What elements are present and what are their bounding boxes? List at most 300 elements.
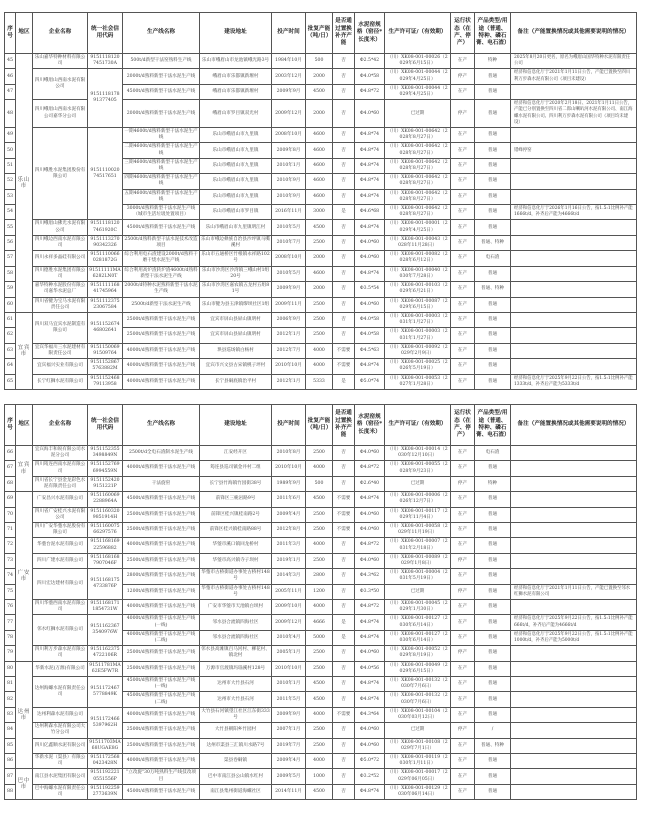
production-line-cell: 4500t/d熟料新型干法水泥生产线(一线) xyxy=(123,677,200,692)
start-date-cell: 2019年7月 xyxy=(272,738,306,753)
kiln-spec-cell: Φ4.0*60 xyxy=(355,251,385,266)
status-cell: 停产 xyxy=(451,723,475,738)
capacity-cell: 2500 xyxy=(306,646,333,661)
product-type-cell: 普通 xyxy=(475,205,511,220)
address-cell: 达州市渠县三汇镇川水路7号 xyxy=(200,738,272,753)
seq-cell: 62 xyxy=(5,328,16,343)
seq-cell: 53 xyxy=(5,189,16,204)
status-cell: 在产 xyxy=(451,158,475,173)
replacement-cell: 否 xyxy=(333,189,355,204)
license-cell: （川）XK08-001-00642（2028年8月27日） xyxy=(385,143,451,158)
seq-cell: 86 xyxy=(5,754,16,769)
credit-code-cell: 915115267446802641 xyxy=(88,312,123,343)
start-date-cell: 2009年4月 xyxy=(272,754,306,769)
credit-code-cell: 91511623754722106R xyxy=(88,646,123,661)
address-cell: 万源市官渡镇玛瑙溪村128号 xyxy=(200,661,272,676)
license-cell: （川）XK08-001-00045（2029年1月30日） xyxy=(385,600,451,615)
address-cell: 南江县集州街道海螺社区 xyxy=(200,784,272,799)
license-cell: （川）XK08-001-00001（2029年4月25日） xyxy=(385,220,451,235)
product-type-cell: 普通 xyxy=(475,143,511,158)
status-cell: 在产 xyxy=(451,538,475,553)
production-line-cell: 4500t/d熟料新型干法水泥生产线 xyxy=(123,84,200,99)
kiln-spec-cell: Φ2.6*40 xyxy=(355,476,385,491)
status-cell: 在产 xyxy=(451,174,475,189)
kiln-spec-cell: Φ3.5*54 xyxy=(355,282,385,297)
header-cell: 批复产能（吨/日） xyxy=(306,404,333,445)
replacement-cell: 否 xyxy=(333,143,355,158)
seq-cell: 72 xyxy=(5,538,16,553)
remark-cell xyxy=(511,492,637,507)
address-cell: 峨眉山市罗目镇双光村 xyxy=(200,100,272,128)
kiln-spec-cell: Φ4.8*74 xyxy=(355,492,385,507)
kiln-spec-cell: Φ3.2*52 xyxy=(355,769,385,784)
start-date-cell: 2009年12月 xyxy=(272,615,306,630)
product-type-cell: 普通、特种 xyxy=(475,235,511,250)
production-line-cell: 三期4600t/d熟料新型干法水泥生产线 xyxy=(123,158,200,173)
license-cell: （川）XK08-001-00043（2028年11月28日） xyxy=(385,235,451,250)
capacity-cell: 1200 xyxy=(306,584,333,599)
start-date-cell: 2011年3月 xyxy=(272,538,306,553)
header-cell: 统一社会信用代码 xyxy=(88,404,123,445)
license-cell: （川）XK08-001-00108（2029年7月1日） xyxy=(385,738,451,753)
region-cell: 乐山市 xyxy=(16,54,33,313)
remark-cell: 经济和信息化厅于2021年1月11日公告，产能已置换至邻水红狮水泥有限公司 xyxy=(511,584,637,599)
product-type-cell: 普通 xyxy=(475,128,511,143)
capacity-cell: 4600 xyxy=(306,266,333,281)
kiln-spec-cell: Φ4.0*60 xyxy=(355,507,385,522)
start-date-cell: 2010年4月 xyxy=(272,630,306,645)
address-cell: 乐山市峨眉山市九里镇 xyxy=(200,174,272,189)
replacement-cell: 否 xyxy=(333,312,355,327)
address-cell: 乐山市峨边彝族自治县沙坪镇马嘶溪村 xyxy=(200,235,272,250)
remark-cell xyxy=(511,174,637,189)
license-cell: 已过期 xyxy=(385,584,451,599)
table-row xyxy=(5,492,637,507)
start-date-cell: 2010年5月 xyxy=(272,220,306,235)
replacement-cell: 不需要 xyxy=(333,359,355,374)
header-cell: 备注（产能置换情况或其他需要说明的情况） xyxy=(511,13,637,54)
status-cell: 在产 xyxy=(451,445,475,460)
replacement-cell: 否 xyxy=(333,174,355,189)
address-cell: 前锋区三桅岩路9号 xyxy=(200,492,272,507)
company-name-cell: 四川峨眉山西南水泥有限公司嘉华分公司 xyxy=(33,100,88,128)
license-cell: （川）XK08-001-00055（2028年9月23日） xyxy=(385,461,451,476)
status-cell: 停产 xyxy=(451,69,475,84)
production-line-cell: 2500t/d熟料新型干法水泥生产线 xyxy=(123,661,200,676)
header-cell: 投产时间 xyxy=(272,404,306,445)
remark-cell xyxy=(511,646,637,661)
status-cell: 停产 xyxy=(451,476,475,491)
product-type-cell: 普通 xyxy=(475,297,511,312)
production-line-cell: 2500t/d熟料新型干法水泥生产线 xyxy=(123,723,200,738)
table-row xyxy=(5,374,637,389)
remark-cell: 经济和信息化厅于2025年9月22日公告，按1.5:1比例补产能1333t/d，补齐后产能为5333t/d xyxy=(511,374,637,389)
replacement-cell: 是 xyxy=(333,205,355,220)
kiln-spec-cell: Φ4.3*62 xyxy=(355,569,385,584)
cement-capacity-table-page-1 xyxy=(4,12,637,390)
address-cell: 乐山市峨眉山市九里镇 xyxy=(200,128,272,143)
license-cell: （川）XK08-001-00007（2031年2月18日） xyxy=(385,538,451,553)
start-date-cell: 2010年10月 xyxy=(272,461,306,476)
product-type-cell: 普通 xyxy=(475,312,511,327)
product-type-cell: 普通 xyxy=(475,100,511,128)
seq-cell: 67 xyxy=(5,461,16,476)
company-name-cell: 四川峨胜水泥集团股份有限公司 xyxy=(33,128,88,220)
replacement-cell: 否 xyxy=(333,723,355,738)
remark-cell xyxy=(511,312,637,327)
product-type-cell: 普通 xyxy=(475,174,511,189)
address-cell: 前锋区桂兴镇桂南路88号 xyxy=(200,522,272,537)
credit-code-cell: 91511681754733876P xyxy=(88,569,123,600)
credit-code-cell: 91511603209851914H xyxy=(88,507,123,522)
status-cell: 在产 xyxy=(451,600,475,615)
address-cell: 江安经开区 xyxy=(200,445,272,460)
credit-code-cell: 915111817891377405 xyxy=(88,69,123,128)
remark-cell xyxy=(511,692,637,707)
seq-cell: 75 xyxy=(5,584,16,599)
remark-cell xyxy=(511,461,637,476)
capacity-cell: 2500 xyxy=(306,661,333,676)
start-date-cell: 2012年1月 xyxy=(272,374,306,389)
seq-cell: 76 xyxy=(5,600,16,615)
table-header-row xyxy=(5,13,637,54)
start-date-cell: 2010年7月 xyxy=(272,235,306,250)
seq-cell: 71 xyxy=(5,522,16,537)
license-cell: （川）XK08-001-00119（2030年1月11日） xyxy=(385,754,451,769)
credit-code-cell: 91511681711854731W xyxy=(88,600,123,615)
table-row xyxy=(5,220,637,235)
replacement-cell: 否 xyxy=(333,677,355,692)
capacity-cell: 4600 xyxy=(306,128,333,143)
company-name-cell: 巴中海螺水泥有限责任公司 xyxy=(33,784,88,799)
address-cell: 乐山市犍为县玉津镇缪坝社区1组 xyxy=(200,297,272,312)
production-line-cell: 4500t/d熟料新型干法水泥生产线(二线) xyxy=(123,692,200,707)
remark-cell xyxy=(511,235,637,250)
address-cell: 华蓥市溪口镇回龙桥村 xyxy=(200,538,272,553)
status-cell: 在产 xyxy=(451,569,475,584)
replacement-cell: 否 xyxy=(333,84,355,99)
capacity-cell: 4600 xyxy=(306,143,333,158)
credit-code-cell: 91511111MA6282LN0T xyxy=(88,266,123,281)
replacement-cell: 否 xyxy=(333,251,355,266)
region-cell: 巴中市 xyxy=(16,769,33,800)
remark-cell xyxy=(511,507,637,522)
company-name-cell: 达州利森水泥有限公司 xyxy=(33,707,88,722)
start-date-cell: 2010年8月 xyxy=(272,445,306,460)
address-cell: 乐山市峨眉山市九里镇 xyxy=(200,143,272,158)
production-line-cell: 2500t/d熟料新型干法水泥生产线 xyxy=(123,522,200,537)
address-cell: 筠连县巡司镇金井村二组 xyxy=(200,461,272,476)
company-name-cell: 四川筠连西南水泥有限公司 xyxy=(33,461,88,476)
table-row xyxy=(5,282,637,297)
status-cell: 在产 xyxy=(451,374,475,389)
table-row xyxy=(5,476,637,491)
company-name-cell: 南江县水泥集团有限公司 xyxy=(33,769,88,784)
capacity-cell: 2000 xyxy=(306,251,333,266)
header-cell: 是否通过置换补齐产能 xyxy=(333,13,355,54)
product-type-cell: 普通 xyxy=(475,266,511,281)
table-row xyxy=(5,343,637,358)
kiln-spec-cell: Φ4.0*60 xyxy=(355,723,385,738)
address-cell: 前锋区桂兴镇桂南路2号 xyxy=(200,507,272,522)
remark-cell xyxy=(511,359,637,374)
remark-cell xyxy=(511,282,637,297)
production-line-cell: 一期4600t/d熟料新型干法水泥生产线 xyxy=(123,128,200,143)
product-type-cell: 普通 xyxy=(475,584,511,599)
kiln-spec-cell: Φ4.8*74 xyxy=(355,630,385,645)
license-cell: （川）XK08-001-00129（2030年06月14日） xyxy=(385,784,451,799)
credit-code-cell: 91511528675763882M xyxy=(88,359,123,374)
capacity-cell: 4666 xyxy=(306,615,333,630)
seq-cell: 63 xyxy=(5,343,16,358)
start-date-cell: 2009年9月 xyxy=(272,84,306,99)
header-cell: 统一社会信用代码 xyxy=(88,13,123,54)
company-name-cell: 四川华蓥西南水泥有限公司 xyxy=(33,600,88,615)
capacity-cell: 4000 xyxy=(306,754,333,769)
kiln-spec-cell: Φ4.8*72 xyxy=(355,84,385,99)
product-type-cell: 普通 xyxy=(475,615,511,630)
company-name-cell: 四川利万步森水泥有限公司 xyxy=(33,646,88,661)
kiln-spec-cell: Φ4.0*58 xyxy=(355,328,385,343)
license-cell: （川）XK08-001-00003（2031年1月27日） xyxy=(385,328,451,343)
table-row xyxy=(5,461,637,476)
address-cell: 华蓥市古桥街道办事处古桥村148号 xyxy=(200,584,272,599)
table-row xyxy=(5,312,637,327)
remark-cell xyxy=(511,600,637,615)
remark-cell xyxy=(511,553,637,568)
cement-capacity-table-page-2 xyxy=(4,404,637,800)
company-name-cell: 达州利森水泥有限公司大竹分公司 xyxy=(33,723,88,738)
start-date-cell: 2010年10月 xyxy=(272,661,306,676)
address-cell: 长宁县硐底镇治平村 xyxy=(200,374,272,389)
remark-cell xyxy=(511,661,637,676)
replacement-cell: 否 xyxy=(333,461,355,476)
seq-cell: 52 xyxy=(5,174,16,189)
production-line-cell: 干法旋窑 xyxy=(123,476,200,491)
kiln-spec-cell: Φ4.0*58 xyxy=(355,312,385,327)
license-cell: （川）XK08-001-00003（2031年1月27日） xyxy=(385,312,451,327)
product-type-cell: 普通 xyxy=(475,646,511,661)
production-line-cell: 4000t/d熟料新型干法水泥生产线 xyxy=(123,707,200,722)
credit-code-cell: 915111002074517651 xyxy=(88,128,123,220)
license-cell: （川）XK08-001-00025（2026年5月19日） xyxy=(385,359,451,374)
production-line-cell: 4500t/d熟料新型干法水泥生产线 xyxy=(123,220,200,235)
kiln-spec-cell: Φ3.3*50 xyxy=(355,584,385,599)
production-line-cell: 2500t/d全电石渣制水泥生产线 xyxy=(123,445,200,460)
address-cell: 渠县卷硐镇 xyxy=(200,754,272,769)
replacement-cell: 否 xyxy=(333,784,355,799)
start-date-cell: 2009年5月 xyxy=(272,769,306,784)
kiln-spec-cell: Φ4.8*74 xyxy=(355,784,385,799)
status-cell: 在产 xyxy=(451,707,475,722)
start-date-cell: 2012年1月 xyxy=(272,328,306,343)
replacement-cell: 是 xyxy=(333,630,355,645)
product-type-cell: 普通 xyxy=(475,328,511,343)
production-line-cell: 2000t/d熟料新型干法水泥生产线 xyxy=(123,69,200,84)
production-line-cell: 2500t/d熟料新型干法水泥生产线 xyxy=(123,646,200,661)
status-cell: 在产 xyxy=(451,328,475,343)
product-type-cell: 电石渣 xyxy=(475,251,511,266)
header-cell: 建设地址 xyxy=(200,404,272,445)
production-line-cell: 2500t/d熟料新型干法水泥生产线 xyxy=(123,553,200,568)
seq-cell: 77 xyxy=(5,615,16,630)
license-cell: （川）XK08-001-00642（2028年8月27日） xyxy=(385,205,451,220)
start-date-cell: 2008年10月 xyxy=(272,128,306,143)
replacement-cell: 否 xyxy=(333,266,355,281)
production-line-cell: 4000t/d熟料新型干法水泥生产线 xyxy=(123,461,200,476)
replacement-cell: 否 xyxy=(333,569,355,584)
production-line-cell: 2500t/d熟料新型干法水泥生产线 xyxy=(123,507,200,522)
license-cell: （川）XK08-001-00127（2030年6月14日） xyxy=(385,630,451,645)
status-cell: 在产 xyxy=(451,205,475,220)
replacement-cell: 不需要 xyxy=(333,707,355,722)
remark-cell xyxy=(511,445,637,460)
license-cell: （川）XK08-001-00053（2027年1月28日） xyxy=(385,374,451,389)
table-row xyxy=(5,445,637,460)
company-name-cell: 四川宏达建材有限公司 xyxy=(33,569,88,600)
kiln-spec-cell: Φ4.8*72 xyxy=(355,538,385,553)
header-cell: 运行状态（在产、停产） xyxy=(451,13,475,54)
capacity-cell: 2500 xyxy=(306,312,333,327)
table-row xyxy=(5,707,637,722)
product-type-cell: 普通、特种 xyxy=(475,282,511,297)
capacity-cell: 2500 xyxy=(306,553,333,568)
company-name-cell: 邻水红狮水泥有限公司 xyxy=(33,615,88,646)
credit-code-cell: 91511724665397962H xyxy=(88,707,123,738)
kiln-spec-cell: Φ5.0*72 xyxy=(355,754,385,769)
kiln-spec-cell: Φ4.5*63 xyxy=(355,343,385,358)
license-cell: （川）XK08-001-00092（2029年2月9日） xyxy=(385,343,451,358)
replacement-cell: 否 xyxy=(333,220,355,235)
status-cell: 在产 xyxy=(451,343,475,358)
product-type-cell: 电石渣 xyxy=(475,445,511,460)
license-cell: （川）XK08-001-00087（2029年6月15日） xyxy=(385,297,451,312)
status-cell: 在产 xyxy=(451,189,475,204)
replacement-cell: 是 xyxy=(333,374,355,389)
remark-cell xyxy=(511,569,637,584)
credit-code-cell: 915111327090342326 xyxy=(88,235,123,250)
capacity-cell: 4600 xyxy=(306,158,333,173)
remark-cell xyxy=(511,297,637,312)
table-row xyxy=(5,600,637,615)
capacity-cell: 4500 xyxy=(306,220,333,235)
address-cell: 乐山市五通桥区竹根镇永祥路102号 xyxy=(200,251,272,266)
production-line-cell: 综合利用高炉渣转炉渣4600t/d熟料新型干法水泥生产线 xyxy=(123,266,200,281)
kiln-spec-cell: Φ2.5*42 xyxy=(355,54,385,69)
company-name-cell: 四川峨眉山佛光水泥有限公司 xyxy=(33,220,88,235)
replacement-cell: 否 xyxy=(333,738,355,753)
remark-cell: 经济和信息化厅于2021年1月11日公告，产能已置换至四川利万步森水泥有限公司（项目未建设） xyxy=(511,69,637,84)
production-line-cell: 2000t/d熟料新型干法水泥生产线 xyxy=(123,100,200,128)
table-row xyxy=(5,54,637,69)
capacity-cell: 4000 xyxy=(306,600,333,615)
address-cell: 邻水县合流镇四海社区 xyxy=(200,630,272,645)
start-date-cell: 2009年12月 xyxy=(272,100,306,128)
remark-cell: 经济和信息化厅于2025年9月22日公告，按1.5:1比例补产能666t/d，补齐后产能为4666t/d xyxy=(511,615,637,630)
header-cell: 序号 xyxy=(5,404,16,445)
status-cell: 在产 xyxy=(451,692,475,707)
seq-cell: 83 xyxy=(5,707,16,722)
remark-cell: 经济和信息化厅于2026年1月16日公告，按1.5:1比例补产能1666t/d，补齐后产能为4666t/d xyxy=(511,205,637,220)
status-cell: 停产 xyxy=(451,646,475,661)
license-cell: （川）XK08-001-00044（2029年4月25日） xyxy=(385,69,451,84)
kiln-spec-cell: Φ4.0*60 xyxy=(355,100,385,128)
table-row xyxy=(5,507,637,522)
kiln-spec-cell: Φ4.8*74 xyxy=(355,128,385,143)
address-cell: 宜宾市屏山县屏山镇明村 xyxy=(200,312,272,327)
kiln-spec-cell: Φ4.8*74 xyxy=(355,189,385,204)
capacity-cell: 2500 xyxy=(306,522,333,537)
address-cell: 珙县巡场镇白杨村 xyxy=(200,343,272,358)
replacement-cell: 不需要 xyxy=(333,343,355,358)
remark-cell xyxy=(511,769,637,784)
product-type-cell: 普通 xyxy=(475,374,511,389)
seq-cell: 68 xyxy=(5,476,16,491)
start-date-cell: 2008年10月 xyxy=(272,251,306,266)
start-date-cell: 2009年11月 xyxy=(272,297,306,312)
license-cell: （川）XK08-001-00004（2031年5月19日） xyxy=(385,569,451,584)
replacement-cell: 否 xyxy=(333,476,355,491)
replacement-cell: 否 xyxy=(333,692,355,707)
capacity-cell: 500 xyxy=(306,476,333,491)
status-cell: 在产 xyxy=(451,84,475,99)
capacity-cell: 5333 xyxy=(306,374,333,389)
address-cell: 峨眉山市乐都镇新堰村 xyxy=(200,84,272,99)
start-date-cell: 2010年9月 xyxy=(272,174,306,189)
start-date-cell: 2009年8月 xyxy=(272,143,306,158)
address-cell: 峨眉山市乐都镇新堰村 xyxy=(200,69,272,84)
seq-cell: 84 xyxy=(5,723,16,738)
license-cell: （川）XK08-001-00014（2030年12月10日） xyxy=(385,445,451,460)
license-cell: （川）XK08-001-00006（2026年12月7日） xyxy=(385,492,451,507)
license-cell: （川）XK08-001-00127（2030年6月14日） xyxy=(385,615,451,630)
production-line-cell: 500t/d新型干法窑熟料生产线 xyxy=(123,54,200,69)
start-date-cell: 2003年12月 xyxy=(272,69,306,84)
seq-cell: 56 xyxy=(5,235,16,250)
address-cell: 华蓥市古桥街道办事处古桥村148号 xyxy=(200,569,272,584)
seq-cell: 65 xyxy=(5,374,16,389)
replacement-cell: 否 xyxy=(333,538,355,553)
table-header-row xyxy=(5,404,637,445)
status-cell: 在产 xyxy=(451,492,475,507)
company-name-cell: 达州海螺水泥有限责任公司 xyxy=(33,677,88,708)
capacity-cell: 2000 xyxy=(306,282,333,297)
credit-code-cell: 91511623673540976W xyxy=(88,615,123,646)
table-row xyxy=(5,553,637,568)
license-cell: （川）XK08-001-00049（2029年6月15日） xyxy=(385,661,451,676)
product-type-cell: 普通 xyxy=(475,754,511,769)
table-row xyxy=(5,522,637,537)
replacement-cell: 否 xyxy=(333,584,355,599)
production-line-cell: 二期4600t/d熟料新型干法水泥生产线 xyxy=(123,143,200,158)
header-cell: 地区 xyxy=(16,13,33,54)
product-type-cell: 普通 xyxy=(475,553,511,568)
kiln-spec-cell: Φ4.0*58 xyxy=(355,69,385,84)
header-cell: 运行状态（在产、停产） xyxy=(451,404,475,445)
remark-cell xyxy=(511,158,637,173)
status-cell: 在产 xyxy=(451,54,475,69)
capacity-cell: 2500 xyxy=(306,723,333,738)
table-row xyxy=(5,738,637,753)
header-cell: 生产线名称 xyxy=(123,13,200,54)
start-date-cell: 2010年1月 xyxy=(272,677,306,692)
remark-cell xyxy=(511,707,637,722)
start-date-cell: 1984年10月 xyxy=(272,54,306,69)
product-type-cell: 普通 xyxy=(475,538,511,553)
capacity-cell: 4000 xyxy=(306,707,333,722)
company-name-cell: 四川广安华蓥水泥股份有限公司 xyxy=(33,522,88,537)
header-cell: 是否通过置换补齐产能 xyxy=(333,404,355,445)
